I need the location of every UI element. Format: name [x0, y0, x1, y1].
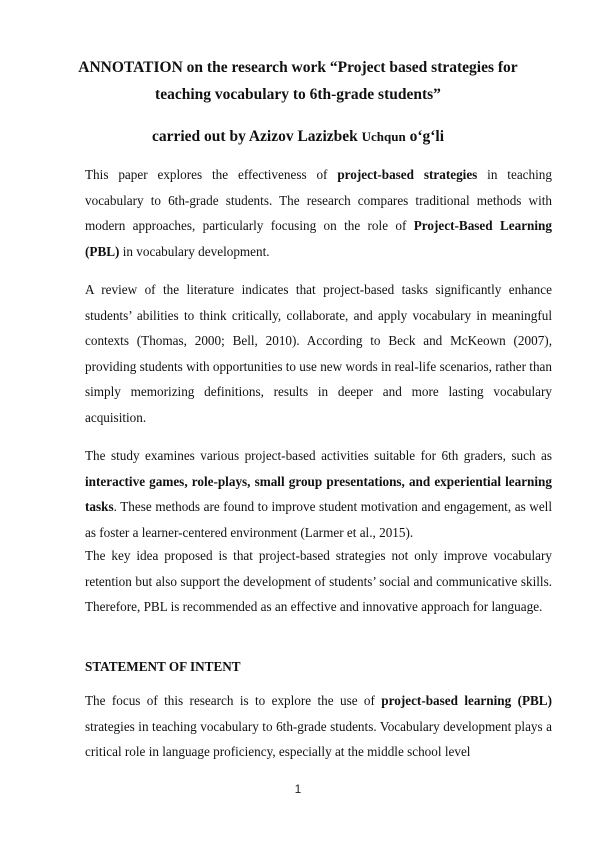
paragraph-statement — [85, 688, 552, 765]
author-suffix: o‘g‘li — [405, 128, 445, 145]
paragraph-statement-bold-1: project-based learning (PBL) — [381, 693, 552, 708]
author-line — [60, 123, 536, 151]
paragraph-key-idea: The key idea proposed is that project-based strategies not only improve vocabulary retention but also support the development of students’ social and communicative skills. Therefore, PBL is recommended as an effective and innovative approach for language. — [85, 548, 552, 614]
paragraph-statement-text-2: strategies in teaching vocabulary to 6th-grade students. Vocabulary development plays a critical role in language proficiency, especially at the middle school level — [85, 718, 552, 759]
paragraph-intro — [85, 162, 552, 264]
paragraph-literature-review: A review of the literature indicates that project-based tasks significantly enhance students’ abilities to think critically, collaborate, and apply vocabulary in meaningful contexts (Thomas, 2000; Bell, 2010). According to Beck and McKeown (2007), providing students with opportunities to use new words in real-life scenarios, rather than simply memorizing definitions, results in deeper and more lasting vocabulary acquisition. — [85, 282, 552, 425]
author-middle-name: Uchqun — [361, 129, 406, 144]
page-number: 1 — [294, 782, 302, 796]
author-prefix: carried out by Azizov Lazizbek — [151, 128, 362, 145]
paragraph-intro-text-3: in vocabulary development. — [119, 243, 270, 259]
section-heading-statement-of-intent: STATEMENT OF INTENT — [85, 659, 241, 674]
paragraph-intro-text-2: in teaching vocabulary to 6th-grade students. The research compares traditional methods with modern approaches, particularly focusing on the role of — [85, 167, 552, 233]
paragraph-activities-text-1: The study examines various project-based activities suitable for 6th graders, such as — [85, 448, 552, 463]
paragraph-intro-text-1: This paper explores the effectiveness of — [85, 167, 338, 182]
title-line-2: teaching vocabulary to 6th-grade students” — [155, 86, 441, 103]
paragraph-statement-text-1: The focus of this research is to explore the use of — [85, 693, 382, 708]
paragraph-intro-bold-1: project-based strategies — [337, 167, 478, 182]
paragraph-activities — [85, 443, 552, 545]
paragraph-activities-text-2: . These methods are found to improve student motivation and engagement, as well as foster a learner-centered environment (Larmer et al., 2015). — [85, 499, 552, 540]
paragraph-activities-bold-1: interactive games, role-plays, small group presentations, and experiential learning tasks — [85, 473, 552, 514]
title-line-1: ANNOTATION on the research work “Project based strategies for — [78, 59, 518, 76]
paragraph-intro-bold-2: Project-Based Learning (PBL) — [85, 218, 552, 259]
